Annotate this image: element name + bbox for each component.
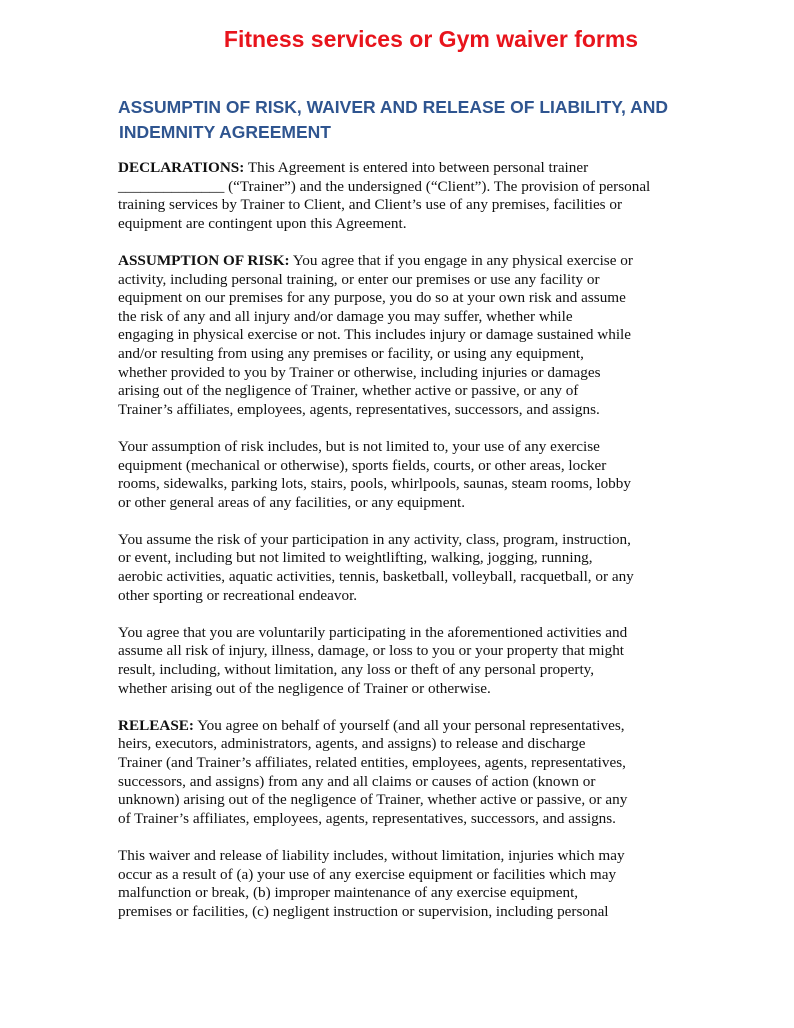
text-line: [118, 159, 688, 178]
line-text: Your assumption of risk includes, but is not limited to, your use of any exercise: [118, 437, 600, 455]
line-text: the risk of any and all injury and/or damage you may suffer, whether while: [118, 307, 573, 325]
heading-line: ASSUMPTIN OF RISK, WAIVER AND RELEASE OF LIABILITY, AND: [118, 97, 668, 117]
text-line: [118, 289, 688, 308]
text-line: [118, 475, 688, 494]
text-line: [118, 903, 688, 922]
line-text: other sporting or recreational endeavor.: [118, 586, 358, 604]
text-line: [118, 791, 688, 810]
page-title: Fitness services or Gym waiver forms: [223, 26, 639, 52]
line-text: whether provided to you by Trainer or otherwise, including injuries or damages: [118, 363, 601, 381]
text-line: [118, 735, 688, 754]
line-text: training services by Trainer to Client, and Client’s use of any premises, facilities or: [118, 196, 623, 214]
text-line: [118, 401, 688, 420]
text-line: [118, 717, 688, 736]
line-text: whether arising out of the negligence of Trainer or otherwise.: [118, 679, 491, 697]
section-lead: ASSUMPTION OF RISK:: [118, 251, 290, 269]
line-text: engaging in physical exercise or not. This includes injury or damage sustained while: [118, 326, 632, 344]
line-text: You assume the risk of your participation in any activity, class, program, instruction,: [118, 530, 631, 548]
line-text: ______________ (“Trainer”) and the undersigned (“Client”). The provision of personal: [118, 177, 651, 195]
line-text: of Trainer’s affiliates, employees, agents, representatives, successors, and assigns.: [118, 809, 616, 827]
text-line: [118, 364, 688, 383]
line-text: You agree that you are voluntarily participating in the aforementioned activities and: [118, 623, 628, 641]
line-text: You agree on behalf of yourself (and all your personal representatives,: [193, 716, 625, 734]
line-text: aerobic activities, aquatic activities, tennis, basketball, volleyball, racquetball, or any: [118, 568, 634, 586]
text-line: [118, 196, 688, 215]
text-line: [118, 252, 688, 271]
line-text: You agree that if you engage in any physical exercise or: [289, 251, 633, 269]
text-line: [118, 215, 688, 234]
text-line: [118, 531, 688, 550]
section-lead: DECLARATIONS:: [118, 159, 245, 176]
line-text: unknown) arising out of the negligence of Trainer, whether active or passive, or any: [118, 791, 628, 809]
agreement-body: [118, 159, 688, 940]
text-line: [118, 680, 688, 699]
line-text: malfunction or break, (b) improper maintenance of any exercise equipment,: [118, 884, 579, 902]
section-lead: RELEASE:: [118, 716, 194, 734]
text-line: [118, 810, 688, 829]
line-text: This waiver and release of liability includes, without limitation, injuries which may: [118, 846, 625, 864]
line-text: activity, including personal training, or enter our premises or use any facility or: [118, 270, 600, 288]
paragraph: [118, 252, 688, 419]
line-text: Trainer (and Trainer’s affiliates, related entities, employees, agents, representatives,: [118, 754, 626, 771]
line-text: arising out of the negligence of Trainer, whether active or passive, or any of: [118, 382, 579, 400]
line-text: and/or resulting from using any premises or facility, or using any equipment,: [118, 344, 584, 362]
line-text: Trainer’s affiliates, employees, agents, representatives, successors, and assigns.: [118, 400, 600, 418]
text-line: [118, 587, 688, 606]
text-line: [118, 271, 688, 290]
text-line: [118, 773, 688, 792]
line-text: This Agreement is entered into between personal trainer: [244, 159, 589, 176]
line-text: premises or facilities, (c) negligent instruction or supervision, including personal: [118, 902, 609, 920]
paragraph: [118, 159, 688, 233]
text-line: [118, 345, 688, 364]
paragraph: [118, 717, 688, 829]
text-line: [118, 884, 688, 903]
text-line: [118, 549, 688, 568]
text-line: [118, 326, 688, 345]
text-line: [118, 308, 688, 327]
paragraph: [118, 531, 688, 605]
text-line: [118, 438, 688, 457]
text-line: [118, 624, 688, 643]
line-text: or event, including but not limited to weightlifting, walking, jogging, running,: [118, 549, 593, 567]
line-text: heirs, executors, administrators, agents, and assigns) to release and discharge: [118, 735, 586, 753]
line-text: assume all risk of injury, illness, damage, or loss to you or your property that might: [118, 642, 625, 660]
heading-line: INDEMNITY AGREEMENT: [119, 122, 331, 142]
line-text: equipment on our premises for any purpose, you do so at your own risk and assume: [118, 289, 626, 307]
line-text: successors, and assigns) from any and all claims or causes of action (known or: [118, 772, 596, 790]
paragraph: [118, 847, 688, 921]
paragraph: [118, 624, 688, 698]
text-line: [118, 847, 688, 866]
text-line: [118, 494, 688, 513]
text-line: [118, 754, 688, 773]
line-text: occur as a result of (a) your use of any exercise equipment or facilities which may: [118, 865, 617, 883]
text-line: [118, 382, 688, 401]
line-text: rooms, sidewalks, parking lots, stairs, pools, whirlpools, saunas, steam rooms, lobby: [118, 475, 631, 493]
line-text: equipment (mechanical or otherwise), sports fields, courts, or other areas, locker: [118, 456, 607, 474]
line-text: result, including, without limitation, any loss or theft of any personal property,: [118, 661, 595, 679]
text-line: [118, 457, 688, 476]
text-line: [118, 866, 688, 885]
text-line: [118, 568, 688, 587]
text-line: [118, 642, 688, 661]
text-line: [118, 178, 688, 197]
line-text: equipment are contingent upon this Agreement.: [118, 214, 407, 232]
line-text: or other general areas of any facilities, or any equipment.: [118, 493, 466, 511]
agreement-heading: [118, 95, 668, 145]
text-line: [118, 661, 688, 680]
paragraph: [118, 438, 688, 512]
